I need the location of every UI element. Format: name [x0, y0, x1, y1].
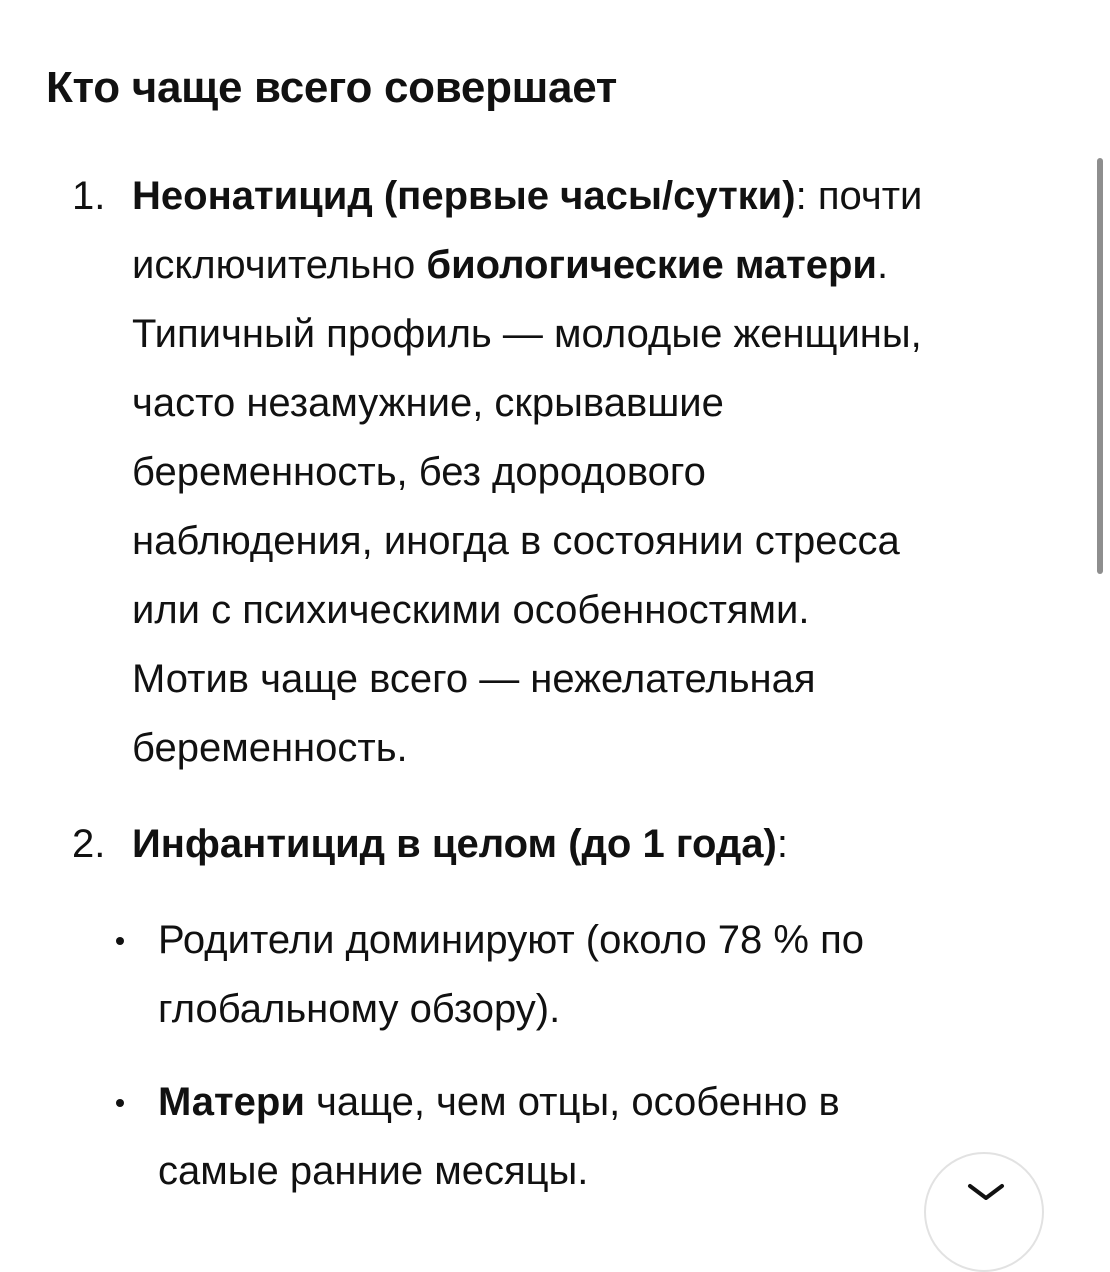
text-line [132, 231, 1062, 300]
scroll-down-button[interactable] [924, 1152, 1044, 1272]
text-line [158, 1068, 1058, 1137]
text-line: глобальному обзору). [158, 987, 561, 1031]
text-line: беременность. [132, 726, 408, 770]
list-item-number: 2. [72, 822, 106, 866]
bullet-text [158, 906, 1058, 1044]
text-line [132, 810, 1062, 879]
text-line: Мотив чаще всего — нежелательная [132, 657, 816, 701]
bullet-marker [116, 1099, 124, 1107]
text-line [132, 162, 1062, 231]
bold-term: Инфантицид в целом (до 1 года) [132, 822, 777, 866]
text-line: самые ранние месяцы. [158, 1149, 589, 1193]
list-item-text [132, 162, 1062, 783]
text-line: Родители доминируют (около 78 % по [158, 918, 864, 962]
list-item-number: 1. [72, 174, 106, 218]
text-run: исключительно [132, 243, 427, 287]
bold-term: Матери [158, 1080, 305, 1124]
bullet-text [158, 1068, 1058, 1206]
bullet-marker [116, 937, 124, 945]
text-line: Типичный профиль — молодые женщины, [132, 312, 922, 356]
bold-term: Неонатицид (первые часы/сутки) [132, 174, 796, 218]
text-line: беременность, без дородового [132, 450, 706, 494]
text-run: : почти [795, 174, 923, 218]
list-item-text [132, 810, 1062, 879]
text-run: : [776, 822, 788, 866]
section-heading: Кто чаще всего совершает [46, 63, 618, 112]
text-run: . [876, 243, 889, 287]
text-line: часто незамужние, скрывавшие [132, 381, 724, 425]
scrollbar-thumb[interactable] [1097, 158, 1103, 574]
text-line: наблюдения, иногда в состоянии стресса [132, 519, 900, 563]
chevron-down-icon [952, 1182, 1020, 1202]
text-run: чаще, чем отцы, особенно в [304, 1080, 840, 1124]
text-line: или с психическими особенностями. [132, 588, 810, 632]
bold-term: биологические матери [426, 243, 877, 287]
